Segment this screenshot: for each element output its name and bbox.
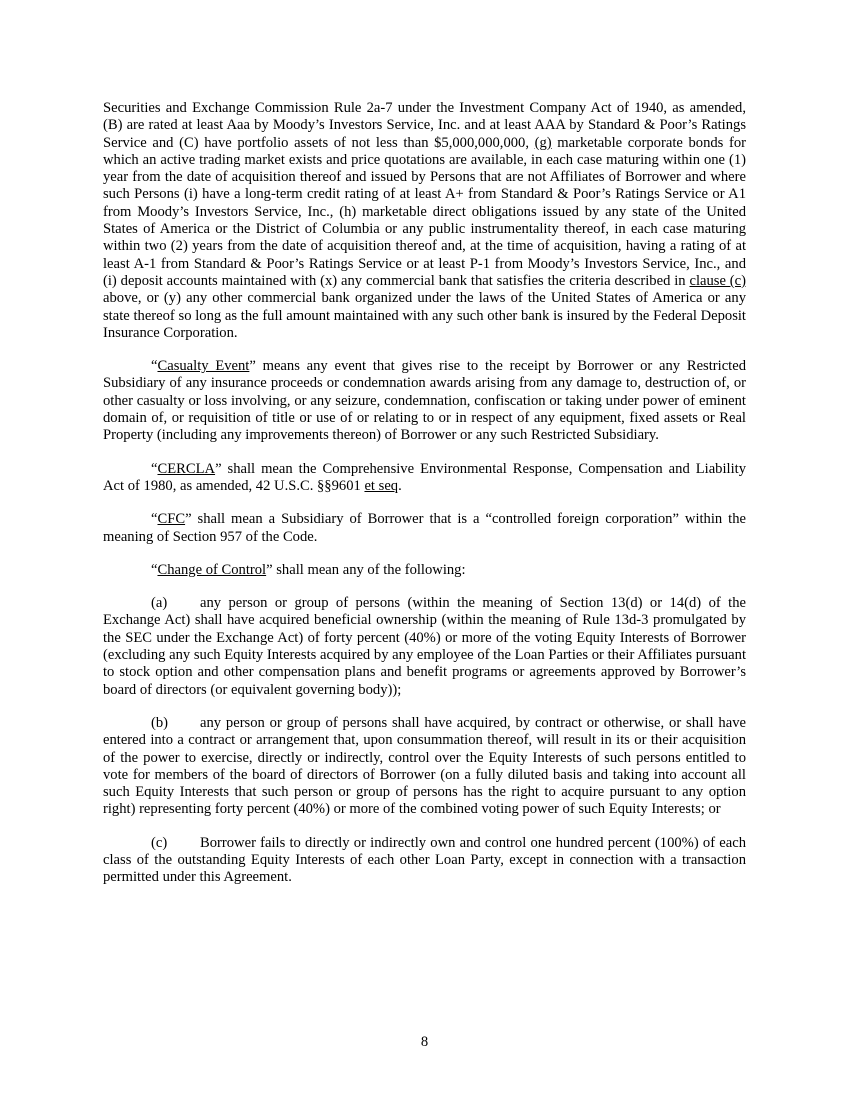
item-text: any person or group of persons shall have acquired, by contract or otherwise, or shall have entered into a contract or arrangement that, upon consummation thereof, will result in its or their acquisition of the power to exercise, directly or indirectly, control over the Equity Interests of such persons entitled to vote for members of the board of directors of Borrower (on a fully diluted basis and taking into account all such Equity Interests that such person or group of persons has the right to acquire pursuant to any option right) representing forty percent (40%) or more of the combined voting power of such Equity Interests; or [103, 714, 746, 818]
definition-text: ” shall mean any of the following: [266, 561, 466, 578]
clause-g-label: (g) [534, 134, 552, 151]
item-text: any person or group of persons (within the meaning of Section 13(d) or 14(d) of the Exchange Act) shall have acquired beneficial ownership (within the meaning of Rule 13d-3 promulgated by the SEC under the Exchange Act) of forty percent (40%) or more of the voting Equity Interests of Borrower (excluding any such Equity Interests acquired by any employee of the Loan Parties or their Affiliates pursuant to stock option and other compensation plans and benefit programs or agreements approved by Borrower’s board of directors (or equivalent governing body)); [103, 595, 746, 698]
open-quote: “ [151, 561, 158, 578]
item-label: (a) [151, 595, 168, 612]
definition-cfc [103, 511, 746, 546]
defined-term-casualty-event: Casualty Event [157, 358, 250, 375]
definition-cercla [103, 461, 746, 496]
open-quote: “ [151, 511, 158, 528]
definition-text: ” shall mean a Subsidiary of Borrower that is a “controlled foreign corporation” within the meaning of Section 957 of the Code. [103, 511, 746, 545]
period: . [398, 477, 402, 494]
definition-casualty-event [103, 358, 746, 444]
document-body [103, 100, 746, 903]
definition-text: ” shall mean the Comprehensive Environmental Response, Compensation and Liability Act of 1980, as amended, 42 U.S.C. §§9601 [103, 460, 746, 494]
et-seq: et seq [364, 477, 399, 494]
defined-term-change-of-control: Change of Control [157, 561, 267, 578]
item-text: Borrower fails to directly or indirectly own and control one hundred percent (100%) of each class of the outstanding Equity Interests of each other Loan Party, except in connection with a transaction permitted under this Agreement. [103, 834, 746, 886]
item-label: (c) [151, 834, 168, 851]
paragraph-permitted-investments-continued [103, 100, 746, 342]
open-quote: “ [151, 358, 158, 375]
change-of-control-item-a [103, 595, 746, 699]
paragraph-text: marketable corporate bonds for which an active trading market exists and price quotations are available, in each case maturing within one (1) year from the date of acquisition thereof and issued by Persons that are not Affiliates of Borrower and where such Persons (i) have a long-term credit rating of at least A+ from Standard & Poor’s Ratings Service or A1 from Moody’s Investors Service, Inc., (h) marketable direct obligations issued by any state of the United States of America or the District of Columbia or any public instrumentality thereof, in each case maturing within two (2) years from the date of acquisition thereof and, at the time of acquisition, having a rating of at least A-1 from Standard & Poor’s Ratings Service or at least P-1 from Moody’s Investors Service, Inc., and (i) deposit accounts maintained with (x) any commercial bank that satisfies the criteria described in [103, 134, 747, 289]
change-of-control-item-b [103, 715, 746, 819]
defined-term-cercla: CERCLA [157, 460, 216, 477]
change-of-control-item-c [103, 835, 746, 887]
definition-change-of-control [103, 562, 746, 579]
paragraph-text: Securities and Exchange Commission Rule 2a-7 under the Investment Company Act of 1940, as amended, (B) are rated at least Aaa by Moody’s Investors Service, Inc. and at least AAA by Standard & Poor’s Ratings Service and (C) have portfolio assets of not less than $5,000,000,000, [103, 100, 746, 151]
defined-term-cfc: CFC [157, 511, 186, 528]
definition-text: ” means any event that gives rise to the receipt by Borrower or any Restricted Subsidiary of any insurance proceeds or condemnation awards arising from any damage to, destruction of, or other casualty or loss involving, or any seizure, condemnation, confiscation or taking under power of eminent domain of, or requisition of title or use of or relating to or in respect of any equipment, fixed assets or Real Property (including any improvements thereon) of Borrower or any such Restricted Subsidiary. [103, 358, 746, 444]
item-label: (b) [151, 714, 169, 731]
clause-c-reference: clause (c) [689, 272, 746, 289]
paragraph-text: above, or (y) any other commercial bank organized under the laws of the United States of America or any state thereof so long as the full amount maintained with any such other bank is insured by the Federal Deposit Insurance Corporation. [103, 290, 746, 341]
open-quote: “ [151, 460, 158, 477]
page-number: 8 [420, 1034, 429, 1050]
